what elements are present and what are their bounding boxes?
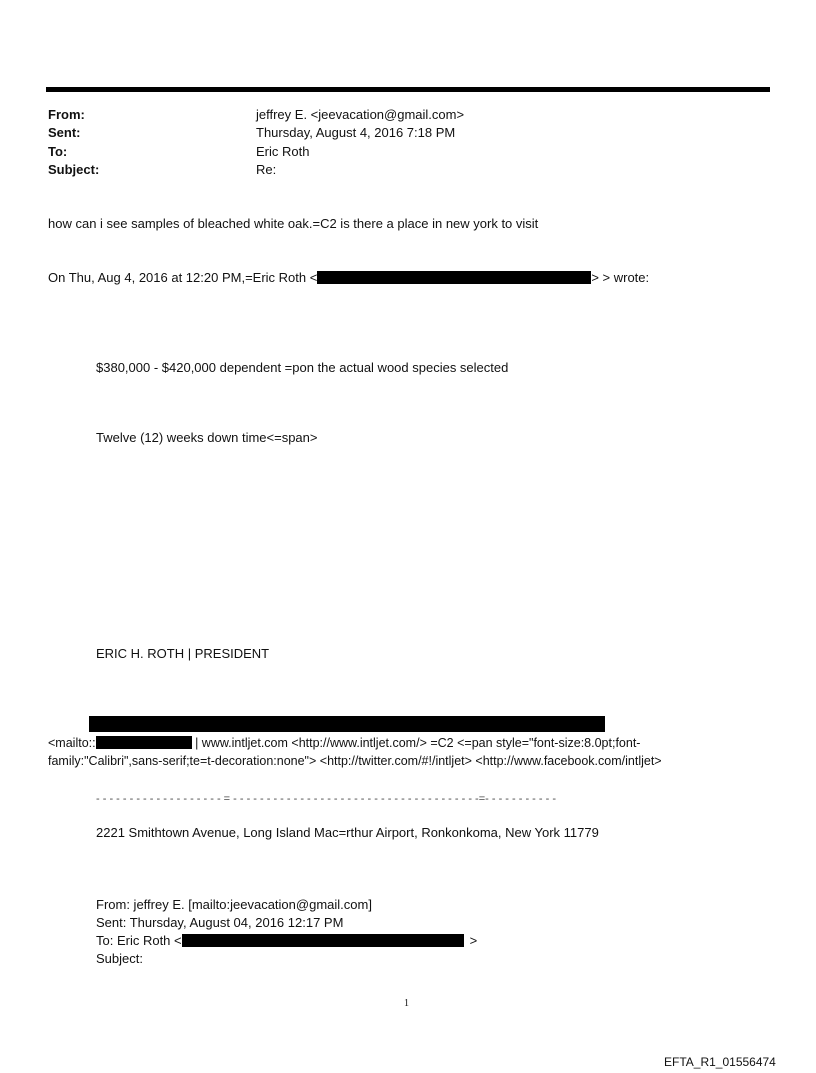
mailto-prefix: <mailto:: <box>48 736 96 750</box>
redaction-box <box>89 716 605 732</box>
from-value: jeffrey E. <jeevacation@gmail.com> <box>256 107 465 122</box>
price-line: $380,000 - $420,000 dependent =pon the actual wood species selected <box>96 360 509 375</box>
forwarded-to-end: > <box>469 933 478 948</box>
to-label: To: <box>48 144 68 159</box>
downtime-line: Twelve (12) weeks down time<=span> <box>96 430 318 445</box>
subject-label: Subject: <box>48 162 100 177</box>
forwarded-from: From: jeffrey E. [mailto:jeevacation@gmail.com] <box>96 897 372 912</box>
mailto-rest: | www.intljet.com <http://www.intljet.com/> =C2 <=pan style="font-size:8.0pt;font- <box>191 736 641 750</box>
page-number: 1 <box>404 998 409 1009</box>
forwarded-subject: Subject: <box>96 951 143 966</box>
forwarded-to <box>96 932 477 950</box>
signature-name: ERIC H. ROTH | PRESIDENT <box>96 646 270 661</box>
redaction-box <box>182 934 464 947</box>
sent-value: Thursday, August 4, 2016 7:18 PM <box>256 125 456 140</box>
forwarded-to-start: To: Eric Roth < <box>96 933 182 948</box>
message-text: how can i see samples of bleached white oak.=C2 is there a place in new york to visit <box>48 216 539 231</box>
to-value: Eric Roth <box>256 144 310 159</box>
from-label: From: <box>48 107 85 122</box>
quote-intro-end: > > wrote: <box>591 270 650 285</box>
mailto-line-2: family:"Calibri",sans-serif;te=t-decoration:none"> <http://twitter.com/#!/intljet> <http://www.facebook.com/intljet> <box>48 754 662 768</box>
quote-intro <box>48 269 649 287</box>
address-line: 2221 Smithtown Avenue, Long Island Mac=rthur Airport, Ronkonkoma, New York 11779 <box>96 825 599 840</box>
forwarded-sent: Sent: Thursday, August 04, 2016 12:17 PM <box>96 915 344 930</box>
mailto-line-1 <box>48 734 640 752</box>
header-rule <box>46 87 770 92</box>
redaction-box <box>96 736 192 749</box>
subject-value: Re: <box>256 162 277 177</box>
separator-dashes: - - - - - - - - - - - - - - - - - - - = - - - - - - - - - - - - - - - - - - - - - - - - - - - - - - - - - - - - -=- - - - - - - - - - - <box>96 793 556 805</box>
redaction-box <box>317 271 591 284</box>
document-id: EFTA_R1_01556474 <box>664 1055 776 1069</box>
sent-label: Sent: <box>48 125 81 140</box>
quote-intro-start: On Thu, Aug 4, 2016 at 12:20 PM,=Eric Roth < <box>48 270 318 285</box>
